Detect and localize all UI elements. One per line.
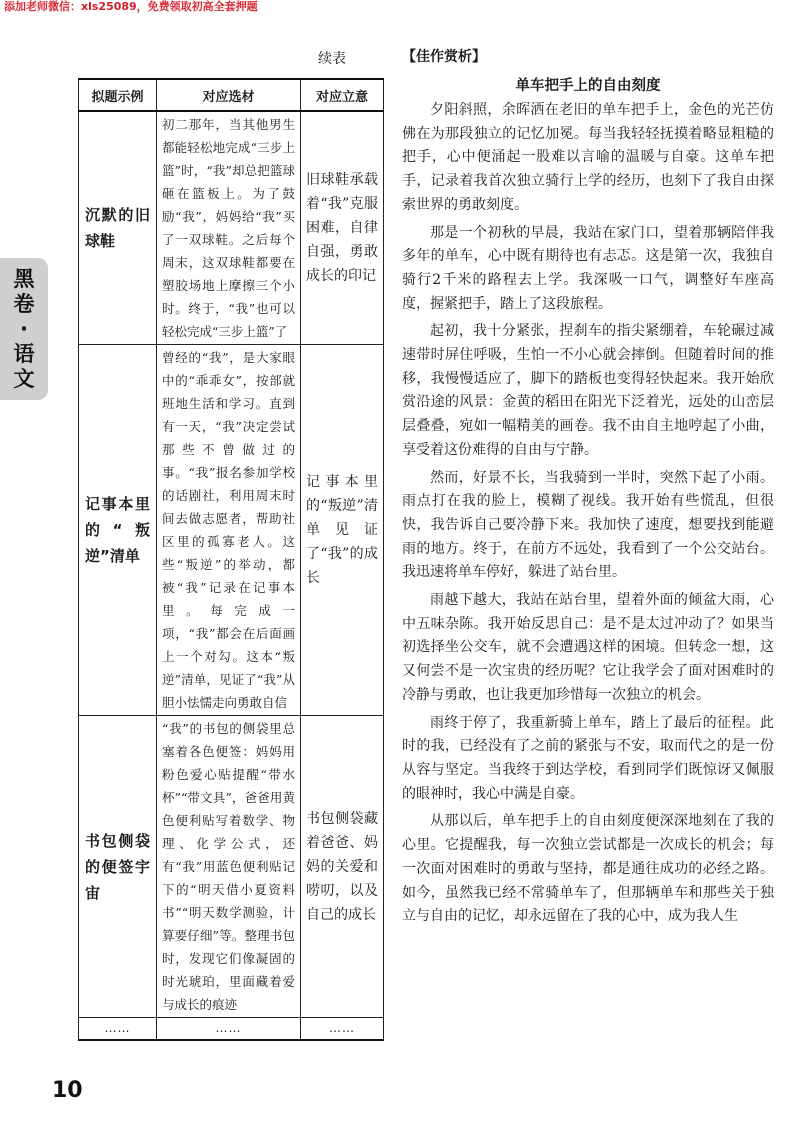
header-topic: 拟题示例 (79, 79, 157, 111)
side-tab-char: 语 (13, 341, 35, 366)
section-heading: 【佳作赏析】 (402, 49, 486, 65)
watermark-banner: 添加老师微信：xls25089，免费领取初高全套押题 (4, 0, 258, 13)
topic-cell: 沉默的旧球鞋 (79, 111, 157, 345)
essay-body (402, 99, 774, 933)
topic-cell: 书包侧袋的便签宇宙 (79, 716, 157, 1018)
essay-title: 单车把手上的自由刻度 (515, 78, 661, 94)
essay-paragraph: 雨越下越大，我站在站台里，望着外面的倾盆大雨，心中五味杂陈。我开始反思自己：是不是太过冲动了？如果当初选择坐公交车，就不会遭遇这样的困境。但转念一想，这又何尝不是一次宝贵的经历呢？它让我学会了面对困难时的冷静与勇敢，也让我更加珍惜每一次独立的机会。 (402, 592, 774, 703)
essay-paragraph: 从那以后，单车把手上的自由刻度便深深地刻在了我的心里。它提醒我，每一次独立尝试都是一次成长的机会；每一次面对困难时的勇敢与坚持，都是通往成功的必经之路。如今，虽然我已经不常骑单车了，但那辆单车和那些关于独立与自由的记忆，却永远留在了我的心中，成为我人生 (402, 813, 774, 925)
header-material: 对应选材 (157, 79, 301, 111)
table-row (79, 345, 384, 716)
intent-cell: 书包侧袋藏着爸爸、妈妈的关爱和唠叨，以及自己的成长 (301, 716, 384, 1018)
ellipsis-cell: …… (79, 1018, 157, 1040)
table-row-ellipsis (79, 1018, 384, 1040)
intent-cell: 旧球鞋承载着“我”克服困难，自律自强，勇敢成长的印记 (301, 111, 384, 345)
table-row (79, 111, 384, 345)
material-cell: “我”的书包的侧袋里总塞着各色便签：妈妈用粉色爱心贴提醒“带水杯”“带文具”，爸爸用黄色便利贴写着数学、物理、化学公式，还有“我”用蓝色便利贴记下的“明天借小夏资料书”“明天数学测验，计算要仔细”等。整理书包时，发现它们像凝固的时光琥珀，里面藏着爱与成长的痕迹 (157, 716, 301, 1018)
topic-cell: 记事本里的“叛逆”清单 (79, 345, 157, 716)
side-tab-dot: · (20, 316, 28, 341)
material-cell: 曾经的“我”，是大家眼中的“乖乖女”，按部就班地生活和学习。直到有一天，“我”决定尝试那些不曾做过的事。“我”报名参加学校的话剧社，利用周末时间去做志愿者，帮助社区里的孤寡老人。这些“叛逆”的举动，都被“我”记录在记事本里。每完成一项，“我”都会在后面画上一个对勾。这本“叛逆”清单，见证了“我”从胆小怯懦走向勇敢自信 (157, 345, 301, 716)
essay-paragraph: 那是一个初秋的早晨，我站在家门口，望着那辆陪伴我多年的单车，心中既有期待也有忐忑。这是第一次，我独自骑行2千米的路程去上学。我深吸一口气，调整好车座高度，握紧把手，踏上了这段旅程。 (402, 224, 774, 312)
subject-side-tab (0, 258, 48, 400)
intent-cell: 记事本里的“叛逆”清单见证了“我”的成长 (301, 345, 384, 716)
table-header-row (79, 79, 384, 111)
essay-paragraph: 然而，好景不长，当我骑到一半时，突然下起了小雨。雨点打在我的脸上，模糊了视线。我开始有些慌乱，但很快，我告诉自己要冷静下来。我加快了速度，想要找到能避雨的地方。终于，在前方不远处，我看到了一个公交站台。我迅速将单车停好，躲进了站台里。 (402, 469, 774, 581)
essay-paragraph: 起初，我十分紧张，捏刹车的指尖紧绷着，车轮碾过减速带时屏住呼吸，生怕一不小心就会摔倒。但随着时间的推移，我慢慢适应了，脚下的踏板也变得轻快起来。我开始欣赏沿途的风景：金黄的稻田在阳光下泛着光，远处的山峦层层叠叠，宛如一幅精美的画卷。我不由自主地哼起了小曲，享受着这份难得的自由与宁静。 (402, 323, 774, 458)
topic-material-table (78, 78, 384, 1041)
essay-paragraph: 夕阳斜照，余晖洒在老旧的单车把手上，金色的光芒仿佛在为那段独立的记忆加冕。每当我轻轻抚摸着略显粗糙的把手，心中便涌起一股难以言喻的温暖与自豪。这单车把手，记录着我首次独立骑行上学的经历，也刻下了我自由探索世界的勇敢刻度。 (402, 102, 774, 213)
material-cell: 初二那年，当其他男生都能轻松地完成“三步上篮”时，“我”却总把篮球砸在篮板上。为了鼓励“我”，妈妈给“我”买了一双球鞋。之后每个周末，这双球鞋都要在塑胶场地上摩擦三个小时。终于，“我”也可以轻松完成“三步上篮”了 (157, 111, 301, 345)
side-tab-char: 卷 (13, 291, 35, 316)
essay-paragraph: 雨终于停了，我重新骑上单车，踏上了最后的征程。此时的我，已经没有了之前的紧张与不安，取而代之的是一份从容与坚定。当我终于到达学校，看到同学们既惊讶又佩服的眼神时，我心中满是自豪。 (402, 714, 774, 802)
header-intent: 对应立意 (301, 79, 384, 111)
side-tab-char: 文 (13, 366, 35, 391)
table-row (79, 716, 384, 1018)
ellipsis-cell: …… (157, 1018, 301, 1040)
side-tab-char: 黑 (13, 266, 35, 291)
page-number: 10 (52, 1078, 83, 1103)
table-continued-caption: 续表 (318, 51, 346, 67)
ellipsis-cell: …… (301, 1018, 384, 1040)
